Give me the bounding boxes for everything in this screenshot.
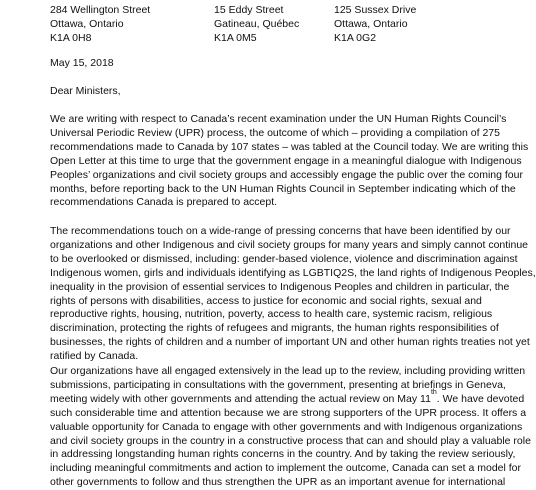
paragraph-line: to be overlooked or dismissed, including: gender-based violence, violence and discrimination against (50, 252, 518, 265)
salutation: Dear Ministers, (50, 85, 121, 97)
address-street: 125 Sussex Drive (334, 4, 417, 16)
paragraph-line: reproductive rights, housing, nutrition, poverty, access to health care, systemic racism, religious (50, 308, 493, 321)
address-city: Ottawa, Ontario (334, 18, 408, 31)
paragraph-line: recommendations made to Canada by 107 states – was tabled at the Council today. We are writing this (50, 140, 529, 153)
paragraph-line: Open Letter at this time to urge that the government engage in a meaningful dialogue with Indigenous (50, 154, 522, 167)
paragraph-line: rights of persons with disabilities, access to justice for economic and social rights, sexual and (50, 294, 482, 307)
paragraph-line: in addressing longstanding human rights concerns in the country. And by taking the review seriously, (50, 448, 516, 461)
address-city: Ottawa, Ontario (50, 18, 124, 31)
paragraph-line: and civil society groups in the country in a constructive process that can and should play a valuable role (50, 434, 531, 447)
address-postal-code: K1A 0G2 (334, 32, 377, 45)
paragraph-line: including meaningful commitments and action to implement the outcome, Canada can set a model for (50, 462, 522, 475)
letter-date: May 15, 2018 (50, 57, 114, 69)
address-city: Gatineau, Québec (214, 18, 300, 31)
address-postal-code: K1A 0M5 (214, 32, 257, 45)
paragraph-line: Universal Periodic Review (UPR) process, the outcome of which – providing a compilation of 275 (50, 126, 500, 139)
paragraph-line: Peoples’ organizations and civil society groups and accessibly engage the public over the coming four (50, 168, 523, 181)
paragraph-2 (50, 225, 536, 364)
paragraph-line: inequality in the provision of essential services to Indigenous Peoples and children in particular, the (50, 280, 510, 293)
paragraph-line: The recommendations touch on a wide-range of pressing concerns that have been identified by our (50, 225, 511, 237)
address-street: 15 Eddy Street (214, 4, 284, 16)
paragraph-line: discrimination, protecting the rights of refugees and migrants, the human rights responsibilities of (50, 322, 499, 335)
paragraph-line: ratified by Canada. (50, 350, 139, 363)
paragraph-text: . We have devoted (436, 392, 525, 405)
paragraph-line: Indigenous women, girls and individuals identifying as LGBTIQ2S, the land rights of Indigenous Peoples, (50, 266, 536, 279)
paragraph-line: such considerable time and attention because we are strong supporters of the UPR process. It offers a (50, 406, 527, 419)
address-street: 284 Wellington Street (50, 4, 151, 16)
paragraph-text: meeting widely with other governments and attending the actual review on May 11 (50, 392, 431, 405)
paragraph-line (50, 389, 525, 407)
paragraph-line: months, before reporting back to the UN Human Rights Council in September indicating which of the (50, 182, 516, 195)
paragraph-line: other governments to follow and thus strengthen the UPR as an important avenue for international (50, 476, 506, 489)
paragraph-1 (50, 113, 529, 210)
paragraph-line: Our organizations have all engaged extensively in the lead up to the review, including providing written (50, 365, 526, 377)
paragraph-line: organizations and other Indigenous and civil society groups for many years and simply cannot continue (50, 238, 529, 251)
paragraph-line: submissions, participating in consultations with the government, presenting at briefings in Geneva, (50, 378, 506, 391)
paragraph-line: We are writing with respect to Canada’s recent examination under the UN Human Rights Council’s (50, 113, 507, 125)
ordinal-suffix: th (430, 389, 437, 397)
address-block-1 (50, 3, 150, 46)
address-block-2 (214, 3, 299, 46)
paragraph-line: recommendations Canada is prepared to accept. (50, 196, 278, 209)
address-postal-code: K1A 0H8 (50, 32, 92, 45)
paragraph-3 (50, 365, 531, 490)
paragraph-line: valuable opportunity for Canada to engage with other governments and with Indigenous organizations (50, 420, 523, 433)
paragraph-line: businesses, the rights of children and a number of important UN and other human rights treaties not yet (50, 336, 530, 349)
address-block-3 (334, 3, 416, 46)
